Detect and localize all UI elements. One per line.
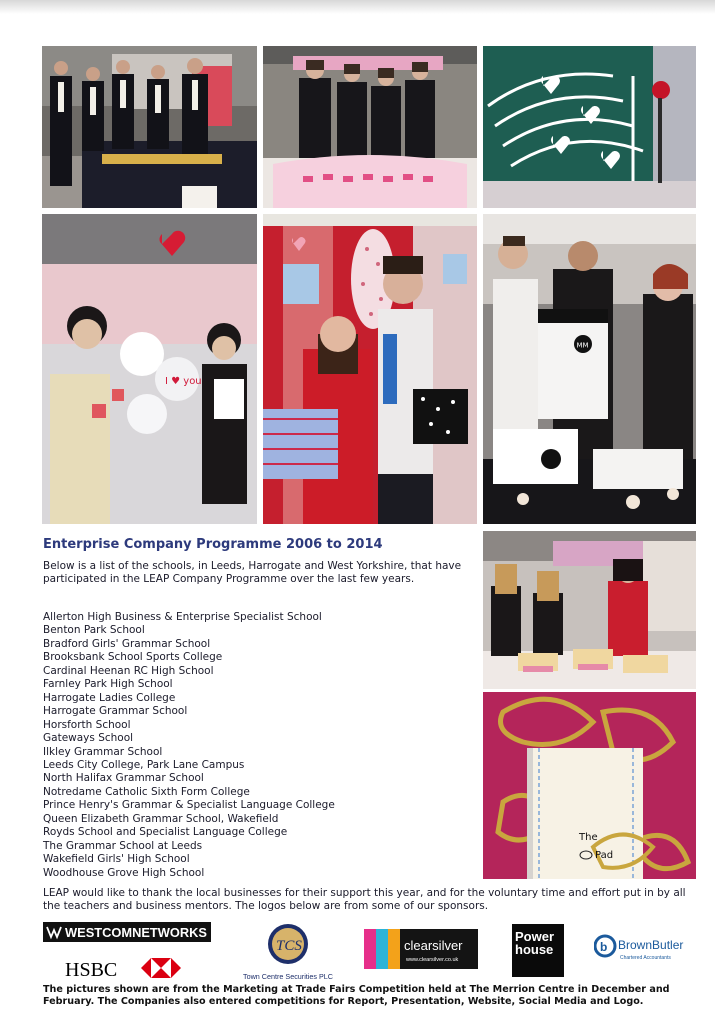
music-hearts-display-photo [483,46,696,208]
footer-caption: The pictures shown are from the Marketing at Trade Fairs Competition held at The Merrion Centre in December and February. The Companies also entered competitions for Report, Presentation, Website, Social Media and Logo. [43,984,670,1007]
town-centre-securities-logo [240,922,336,982]
school-item: Benton Park School [43,624,145,637]
tcs-name: Town Centre Securities PLC [243,974,333,981]
school-item: Leeds City College, Park Lane Campus [43,758,245,771]
svg-text:b: b [600,940,608,954]
westcom-text: WESTCOMNETWORKS [65,926,207,940]
clearsilver-text: clearsilver [404,938,463,953]
mm-tshirt-stall-photo [483,214,696,524]
school-item: Queen Elizabeth Grammar School, Wakefield [43,812,279,825]
school-item: Notredame Catholic Sixth Form College [43,785,250,798]
mm-text: MM [576,341,589,350]
hsbc-logo [65,955,183,981]
westcom-networks-logo [43,922,211,942]
students-at-stall-photo [42,46,257,208]
girls-with-cakes-photo [483,531,696,689]
powerhouse-text-1: Power [515,929,555,944]
school-item: The Grammar School at Leeds [43,839,203,852]
school-item: Brooksbank School Sports College [43,651,223,664]
intro-paragraph: Below is a list of the schools, in Leeds, Harrogate and West Yorkshire, that have participated in the LEAP Company Programme over the last few years. [43,560,462,585]
powerhouse-text-2: house [515,942,554,957]
tcs-mark: TCS [276,938,302,954]
balloon-text: I ♥ you [165,376,202,387]
school-item: Woodhouse Grove High School [43,866,205,879]
school-item: Harrogate Ladies College [43,691,176,704]
the-pad-notebook-photo [483,692,696,879]
school-item: Wakefield Girls' High School [43,853,190,866]
page-heading: Enterprise Company Programme 2006 to 2014 [43,537,383,552]
clearsilver-logo [364,929,478,969]
school-item: Gateways School [43,732,134,745]
brownbutler-logo [594,931,690,963]
page-top-shade [0,0,715,14]
hsbc-text: HSBC [65,959,118,981]
school-item: Harrogate Grammar School [43,705,188,718]
school-item: Horsforth School [43,718,131,731]
pad-text-the: The [579,832,598,843]
school-item: Farnley Park High School [43,678,173,691]
brownbutler-text: BrownButler [618,938,684,952]
girls-with-balloons-photo [42,214,257,524]
pad-text-pad: Pad [595,850,614,861]
school-item: Royds School and Specialist Language College [43,826,288,839]
thanks-paragraph: LEAP would like to thank the local businesses for their support this year, and for the voluntary time and effort put in by all the teachers and business mentors. The logos below are from some of our sponsors. [43,887,686,912]
school-item: Prince Henry's Grammar & Specialist Language College [43,799,335,812]
students-with-cushions-photo [263,214,477,524]
school-list [43,611,335,880]
school-item: North Halifax Grammar School [43,772,204,785]
clearsilver-url: www.clearsilver.co.uk [406,957,459,963]
school-item: Cardinal Heenan RC High School [43,664,214,677]
school-item: Bradford Girls' Grammar School [43,637,211,650]
school-item: Allerton High Business & Enterprise Specialist School [43,611,322,623]
powerhouse-logo [512,924,564,977]
girls-at-pink-stall-photo [263,46,477,208]
school-item: Ilkley Grammar School [43,745,163,758]
brownbutler-sub: Chartered Accountants [620,955,671,961]
